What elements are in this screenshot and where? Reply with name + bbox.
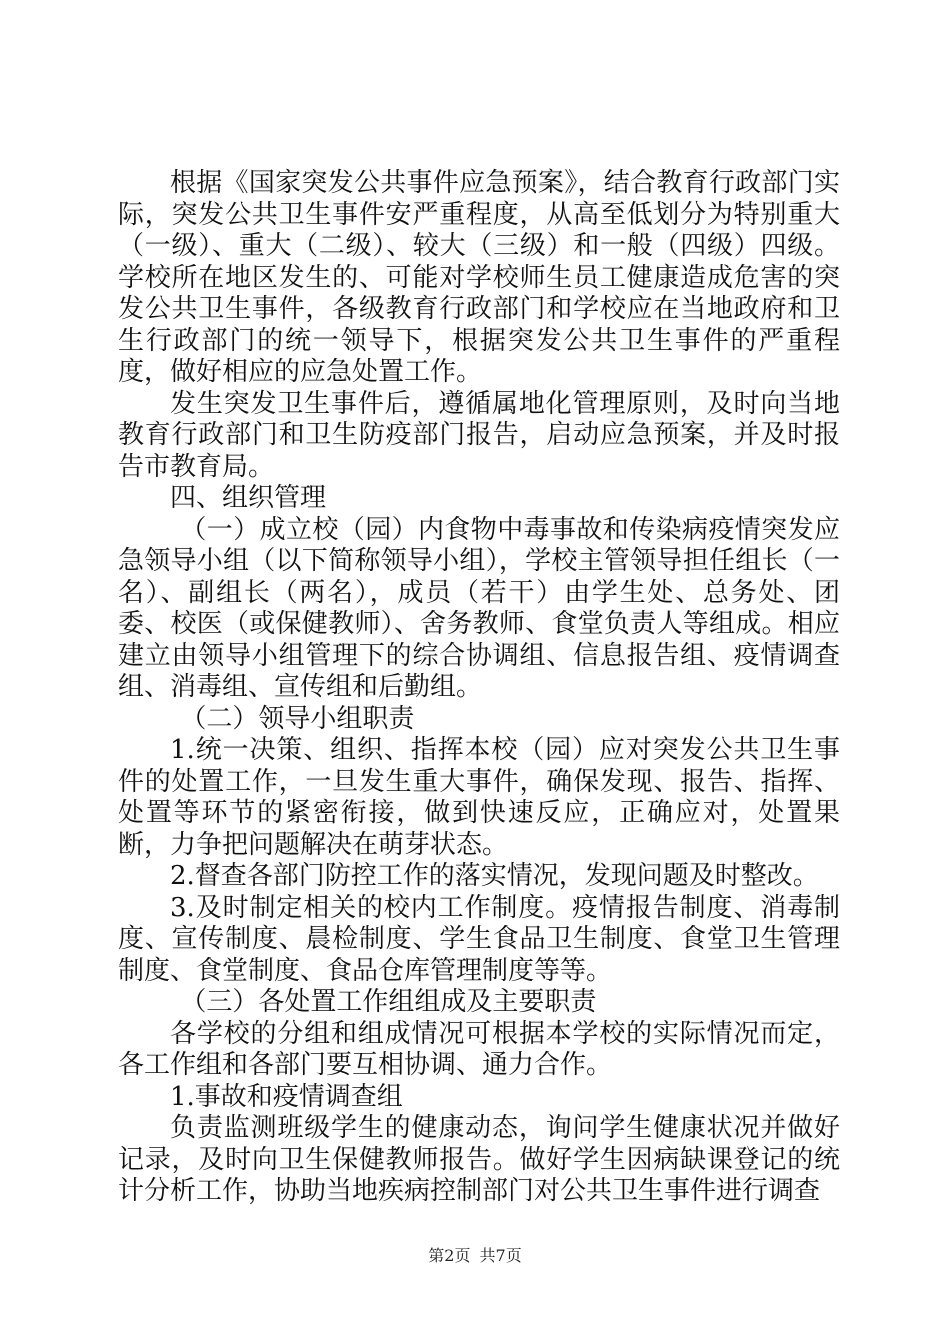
subsection-heading-duties: （二）领导小组职责 bbox=[180, 703, 415, 734]
paragraph-grouping: 各学校的分组和组成情况可根据本学校的实际情况而定，各工作组和各部门要互相协调、通力合作。 bbox=[118, 1018, 840, 1080]
subsection-leading-group: （一）成立校（园）内食物中毒事故和传染病疫情突发应急领导小组（以下简称领导小组），学校主管领导担任组长（一名）、副组长（两名），成员（若干）由学生处、总务处、团委、校医（或保健教师）、舍务教师、食堂负责人等组成。相应建立由领导小组管理下的综合协调组、信息报告组、疫情调查组、消毒组、宣传组和后勤组。 bbox=[118, 514, 840, 702]
subsection-heading-workgroups: （三）各处置工作组组成及主要职责 bbox=[180, 987, 597, 1017]
page-total: 共7页 bbox=[479, 1246, 522, 1265]
paragraph-emergency-levels: 根据《国家突发公共事件应急预案》，结合教育行政部门实际，突发公共卫生事件安严重程度，从高至低划分为特别重大（一级）、重大（二级）、较大（三级）和一般（四级）四级。学校所在地区发生的、可能对学校师生员工健康造成危害的突发公共卫生事件，各级教育行政部门和学校应在当地政府和卫生行政部门的统一领导下，根据突发公共卫生事件的严重程度，做好相应的应急处置工作。 bbox=[118, 168, 840, 387]
paragraph-investigation-duties: 负责监测班级学生的健康动态，询问学生健康状况并做好记录，及时向卫生保健教师报告。做好学生因病缺课登记的统计分析工作，协助当地疾病控制部门对公共卫生事件进行调查 bbox=[118, 1113, 840, 1206]
page-number: 第2页 bbox=[428, 1246, 471, 1265]
workgroup-heading-investigation: 1.事故和疫情调查组 bbox=[170, 1081, 403, 1112]
page-footer bbox=[0, 1243, 950, 1266]
document-body bbox=[118, 168, 840, 1208]
duty-item-2: 2.督查各部门防控工作的落实情况，发现问题及时整改。 bbox=[170, 861, 819, 891]
duty-item-1: 1.统一决策、组织、指挥本校（园）应对突发公共卫生事件的处置工作，一旦发生重大事件，确保发现、报告、指挥、处置等环节的紧密衔接，做到快速反应，正确应对，处置果断，力争把问题解决在萌芽状态。 bbox=[118, 735, 840, 860]
section-heading-organization: 四、组织管理 bbox=[170, 483, 327, 513]
paragraph-reporting: 发生突发卫生事件后，遵循属地化管理原则，及时向当地教育行政部门和卫生防疫部门报告，启动应急预案，并及时报告市教育局。 bbox=[118, 388, 840, 482]
duty-item-3: 3.及时制定相关的校内工作制度。疫情报告制度、消毒制度、宣传制度、晨检制度、学生食品卫生制度、食堂卫生管理制度、食堂制度、食品仓库管理制度等等。 bbox=[118, 892, 840, 986]
